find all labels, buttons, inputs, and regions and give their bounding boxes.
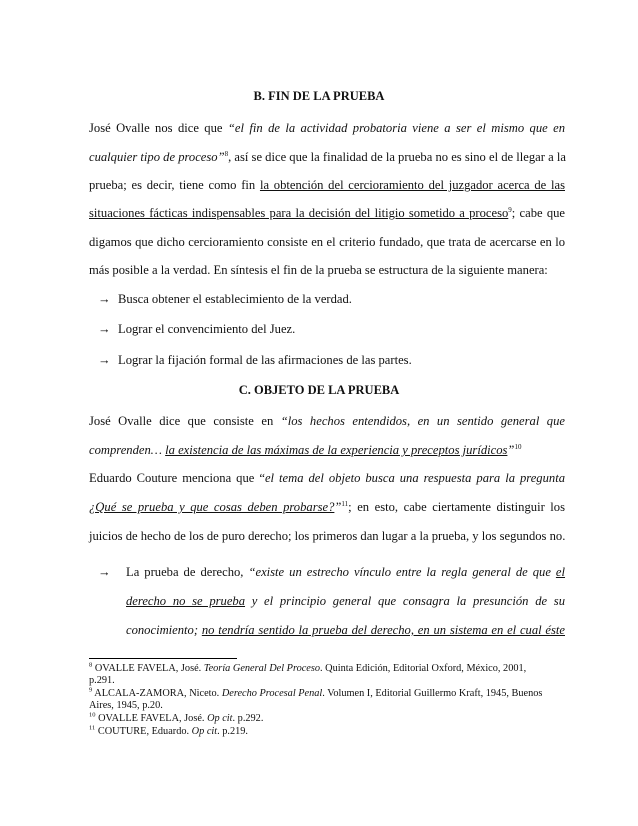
footnote-ref[interactable]: 10 — [514, 442, 522, 451]
paragraph-line: situaciones fácticas indispensables para la decisión del litigio sometido a proceso$^9$; cabe que — [89, 205, 566, 220]
section-c-heading: C. OBJETO DE LA PRUEBA — [238, 383, 400, 397]
section-b-heading: B. FIN DE LA PRUEBA — [253, 89, 385, 103]
footnote-ref[interactable]: 8 — [224, 149, 229, 158]
list-item: → Lograr la fijación formal de las afirmaciones de las partes. — [98, 353, 412, 367]
paragraph-line: Eduardo Couture menciona que “el tema del objeto busca una respuesta para la pregunta — [89, 471, 565, 485]
footnote-ref[interactable]: 11 — [341, 499, 349, 508]
list-item-continuation: derecho no se prueba y el principio general que consagra la presunción de su — [126, 594, 565, 608]
footnote-9: $^9$ ALCALA-ZAMORA, Niceto. Derecho Procesal Penal. Volumen I, Editorial Guillermo Kraft, 1945, Buenos Aires, 1945, p.20. — [89, 686, 543, 712]
paragraph-line: cualquier tipo de proceso”$^8$, así se dice que la finalidad de la prueba no es sino el de llegar a la — [89, 149, 566, 164]
paragraph-line: José Ovalle dice que consiste en “los hechos entendidos, en un sentido general que — [89, 414, 565, 428]
footnote-8: $^8$ OVALLE FAVELA, José. Teoría General Del Proceso. Quinta Edición, Editorial Oxford, México, 2001, p.291. — [89, 661, 527, 687]
list-item: → Busca obtener el establecimiento de la verdad. — [98, 292, 352, 306]
paragraph-line: comprenden… la existencia de las máximas de la experiencia y preceptos jurídicos”$^{10}$ — [89, 442, 522, 457]
footnote-11: $^{11}$ COUTURE, Eduardo. Op cit. p.219. — [89, 724, 248, 737]
arrow-icon: → — [98, 353, 111, 367]
footnote-separator — [89, 658, 237, 659]
paragraph-line: juicios de hecho de los de puro derecho; los primeros dan lugar a la prueba, y los segundos no. — [89, 529, 566, 543]
arrow-icon: → — [98, 322, 111, 336]
paragraph-line: ¿Qué se prueba y que cosas deben probarse?”$^{11}$; en esto, cabe ciertamente distinguir los — [89, 499, 566, 514]
list-item-continuation: conocimiento; no tendría sentido la prueba del derecho, en un sistema en el cual éste — [126, 623, 565, 637]
paragraph-line: más posible a la verdad. En síntesis el fin de la prueba se estructura de la siguiente manera: — [89, 263, 548, 277]
paragraph-line: José Ovalle nos dice que “el fin de la actividad probatoria viene a ser el mismo que en — [89, 121, 565, 135]
list-item: → Lograr el convencimiento del Juez. — [98, 322, 296, 336]
paragraph-line: prueba; es decir, tiene como fin la obtención del cercioramiento del juzgador acerca de las — [89, 178, 565, 192]
footnote-ref[interactable]: 9 — [508, 205, 512, 214]
paragraph-line: digamos que dicho cercioramiento consiste en el criterio fundado, que trata de acercarse en lo — [89, 235, 565, 249]
footnote-10: $^{10}$ OVALLE FAVELA, José. Op cit. p.292. — [89, 711, 264, 724]
list-item: → La prueba de derecho, “existe un estrecho vínculo entre la regla general de que el — [98, 565, 566, 579]
arrow-icon: → — [98, 565, 111, 579]
arrow-icon: → — [98, 292, 111, 306]
